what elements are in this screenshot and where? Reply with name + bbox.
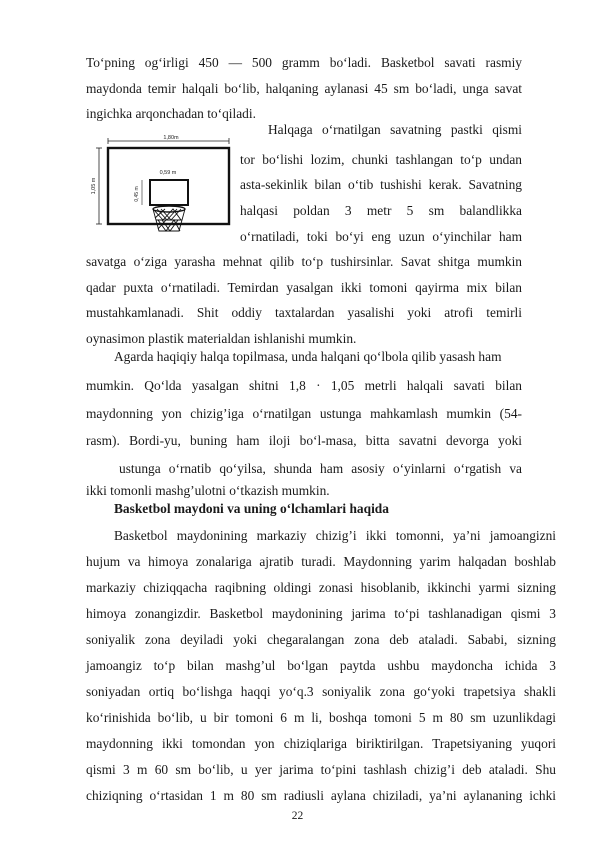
text-line-11: mustahkamlanadi. Shit oddiy taxtalardan yasalishi yoki atrofi temirli <box>86 305 522 320</box>
text-line-28: maydonning ikki tomondan yon chiziqlariga biriktirilgan. Trapetsiyaning yuqori <box>86 736 556 751</box>
text-line-9: savatga o‘ziga yarasha mehnat qilib to‘p tushirsinlar. Savat shitga mumkin <box>86 254 522 269</box>
text-line-12: oynasimon plastik materialdan ishlanishi mumkin. <box>86 331 357 346</box>
inner-width-label: 0,59 m <box>159 170 177 176</box>
text-line-20: Basketbol maydonining markaziy chizig’i ikki tomonni, ya’ni jamoangizni <box>114 528 556 543</box>
text-line-14: mumkin. Qo‘lda yasalgan shitni 1,8 · 1,05 metrli halqali savati bilan <box>86 378 522 393</box>
text-line-27: ko‘rinishida bo‘lib, u bir tomoni 6 m li, boshqa tomoni 5 m 80 sm uzunlikdagi <box>86 710 556 725</box>
height-label: 1,05 m <box>91 177 97 195</box>
inner-height-label: 0,45 m <box>134 186 140 202</box>
text-line-29: qismi 3 m 60 sm bo‘lib, u yer jarima to‘pini tashlash chizig’i deb ataladi. Shu <box>86 762 556 777</box>
text-line-26: soniyadan ortiq bo‘lishga haqqi yo‘q.3 soniyalik zona go‘yoki trapetsiya shakli <box>86 684 556 699</box>
text-line-24: soniyalik zona deyiladi yoki chegaralangan zona deb ataladi. Sababi, sizning <box>86 632 556 647</box>
rim <box>153 206 185 212</box>
text-line-8: o‘rnatiladi, toki bo‘yi eng uzun o‘yinchilar ham <box>240 229 522 244</box>
text-line-21: hujum va himoya zonalariga ajratib turadi. Maydonning yarim halqadan boshlab <box>86 554 556 569</box>
text-line-25: jamoangiz to‘p bilan mashg’ul bo‘lgan paytda ushbu maydoncha ichida 3 <box>86 658 556 673</box>
text-line-16: rasm). Bordi-yu, buning ham iloji bo‘l-masa, bitta savatni devorga yoki <box>86 433 522 448</box>
text-line-10: qadar puxta o‘rnatiladi. Temirdan yasalgan ikki tomoni qayirma mix bilan <box>86 280 522 295</box>
text-line-1: To‘pning og‘irligi 450 — 500 gramm bo‘ladi. Basketbol savati rasmiy <box>86 55 522 70</box>
page-number: 22 <box>291 810 304 822</box>
text-line-18: ikki tomonli mashg’ulotni o‘tkazish mumkin. <box>86 483 330 498</box>
backboard-figure <box>86 130 236 238</box>
text-line-4: Halqaga o‘rnatilgan savatning pastki qismi <box>268 122 522 137</box>
text-line-23: himoya zonangizdir. Basketbol maydonining jarima to‘pi tashlanadigan qismi 3 <box>86 606 556 621</box>
text-line-2: maydonda temir halqali bo‘lib, halqaning aylanasi 45 sm bo‘ladi, unga savat <box>86 81 522 96</box>
text-line-30: chiziqning o‘rtasidan 1 m 80 sm radiusli aylana chiziladi, ya’ni aylananing ichki <box>86 788 556 803</box>
text-line-3: ingichka arqonchadan to‘qiladi. <box>86 106 256 121</box>
text-line-6: asta-sekinlik bilan o‘tib tushishi kerak. Savatning <box>240 177 522 192</box>
width-label: 1,80m <box>163 135 179 141</box>
text-line-17: ustunga o‘rnatib qo‘yilsa, shunda ham asosiy o‘yinlarni o‘rgatish va <box>119 461 522 476</box>
text-line-13: Agarda haqiqiy halqa topilmasa, unda halqani qo‘lbola qilib yasash ham <box>114 349 502 364</box>
section-heading: Basketbol maydoni va uning o‘lchamlari haqida <box>114 501 389 516</box>
text-line-5: tor bo‘lishi lozim, chunki tashlangan to‘p undan <box>240 152 522 167</box>
text-line-22: markaziy chiziqqacha raqibning oldingi zonasi hisoblanib, ikkinchi yarmi sizning <box>86 580 556 595</box>
inner-square <box>150 180 188 205</box>
text-line-15: maydonning yon chizig’iga o‘rnatilgan ustunga mahkamlash mumkin (54- <box>86 406 522 421</box>
text-line-7: halqasi poldan 3 metr 5 sm balandlikka <box>240 203 522 218</box>
